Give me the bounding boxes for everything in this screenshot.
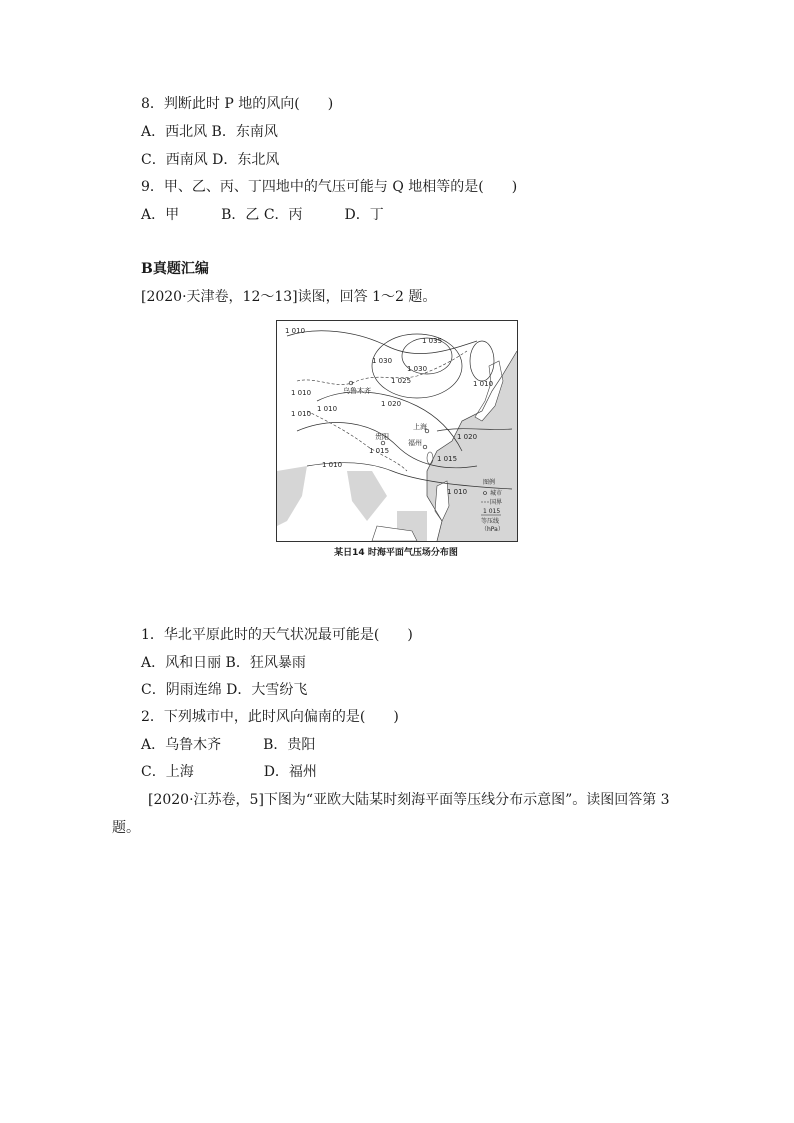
- legend-isobar: 等压线: [481, 518, 500, 525]
- question-2: 2．下列城市中，此时风向偏南的是( ): [141, 709, 399, 725]
- question-2-options-cd: C．上海 D．福州: [141, 764, 317, 780]
- legend-isobar-value: 1 015: [483, 508, 501, 515]
- legend-city: 城市: [490, 490, 503, 497]
- isobar-label: 1 020: [381, 400, 402, 408]
- legend-city-icon: [484, 492, 487, 495]
- question-9-options: A．甲 B．乙 C．丙 D．丁: [141, 207, 384, 223]
- question-9: 9．甲、乙、丙、丁四地中的气压可能与 Q 地相等的是( ): [141, 179, 518, 195]
- pressure-map-figure: [276, 320, 518, 542]
- isobar-label: 1 020: [457, 433, 478, 441]
- question-2-options-ab: A．乌鲁木齐 B．贵阳: [141, 737, 316, 753]
- isobar-label: 1 030: [372, 357, 393, 365]
- isobar-label: 1 015: [369, 447, 390, 455]
- city-label-shanghai: 上海: [413, 423, 427, 431]
- isobar-label: 1 010: [317, 405, 338, 413]
- isobar-label: 1 010: [322, 461, 343, 469]
- legend-unit: （hPa）: [481, 526, 504, 533]
- question-1-options-ab: A．风和日丽 B．狂风暴雨: [141, 655, 306, 671]
- isobar-label: 1 010: [285, 327, 306, 335]
- question-3-intro: [2020·江苏卷，5]下图为“亚欧大陆某时刻海平面等压线分布示意图”。读图回答第 3: [148, 792, 670, 808]
- isobar-label: 1 010: [291, 389, 312, 397]
- mainland: [277, 321, 517, 541]
- isobar-label: 1 030: [407, 365, 428, 373]
- taiwan: [427, 452, 433, 464]
- section-b-title: B真题汇编: [141, 261, 209, 277]
- map-legend: [481, 478, 504, 533]
- question-8-options-cd: C．西南风 D．东北风: [141, 152, 280, 168]
- question-1: 1．华北平原此时的天气状况最可能是( ): [141, 627, 413, 643]
- legend-title: 图例: [483, 479, 496, 486]
- isobar-label: 1 015: [437, 455, 458, 463]
- isobar-label: 1 010: [291, 410, 312, 418]
- question-8: 8．判断此时 P 地的风向( ): [141, 96, 334, 112]
- isobar-label: 1 025: [391, 377, 412, 385]
- isobar-label: 1 035: [422, 337, 443, 345]
- question-8-options-ab: A．西北风 B．东南风: [141, 124, 278, 140]
- pressure-map: [277, 321, 517, 541]
- city-label-guiyang: 贵阳: [375, 433, 389, 441]
- figure-caption: 某日14 时海平面气压场分布图: [334, 548, 458, 558]
- question-3-intro-cont: 题。: [112, 820, 140, 836]
- isobar-label: 1 010: [447, 488, 468, 496]
- city-label-urumqi: 乌鲁木齐: [343, 387, 371, 395]
- section-b-intro: [2020·天津卷，12～13]读图，回答 1～2 题。: [141, 289, 437, 305]
- isobar-label: 1 010: [473, 380, 494, 388]
- city-label-fuzhou: 福州: [408, 439, 422, 447]
- question-1-options-cd: C．阴雨连绵 D．大雪纷飞: [141, 682, 308, 698]
- legend-border: 国界: [490, 499, 503, 506]
